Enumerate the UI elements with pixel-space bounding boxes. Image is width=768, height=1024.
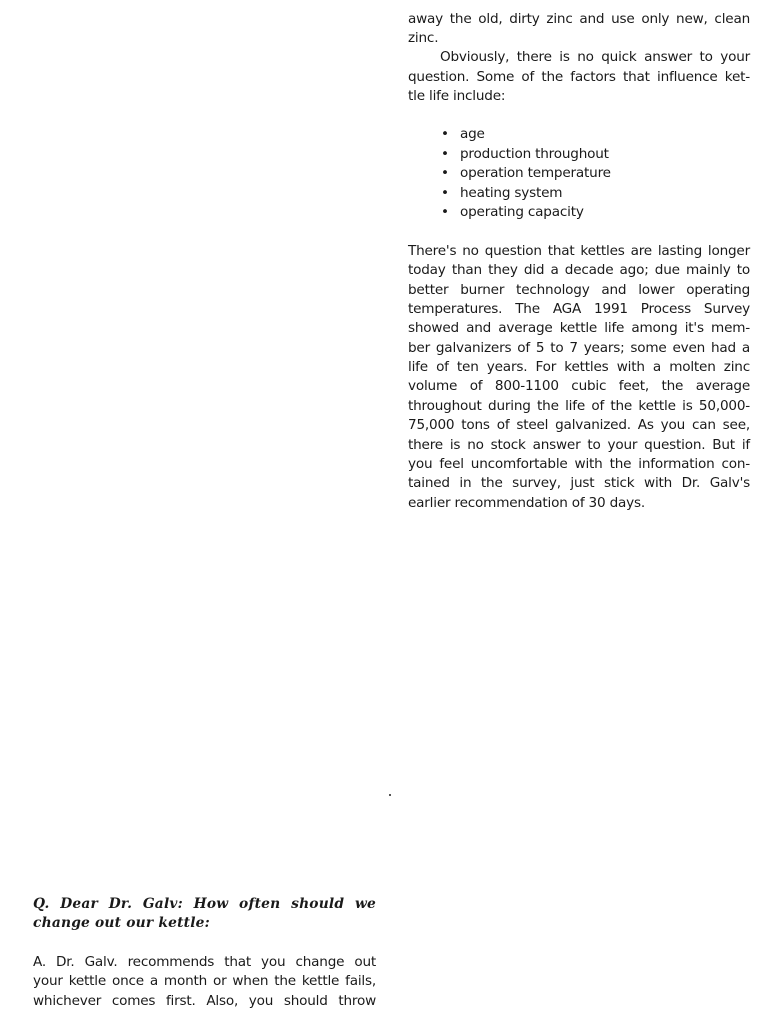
list-item-text: heating system xyxy=(460,185,563,201)
text-line: today than they did a decade ago; due mainly to xyxy=(408,262,750,279)
text-line: showed and average kettle life among it's mem- xyxy=(408,320,750,337)
text-line: tained in the survey, just stick with Dr. Galv's xyxy=(408,475,750,492)
answer-line: whichever comes first. Also, you should throw xyxy=(33,993,376,1009)
list-item-text: age xyxy=(460,126,485,142)
text-line: 75,000 tons of steel galvanized. As you can see, xyxy=(408,417,750,434)
text-line: volume of 800-1100 cubic feet, the average xyxy=(408,378,750,395)
text-line: throughout during the life of the kettle is 50,000- xyxy=(408,397,750,414)
answer-line: A. Dr. Galv. recommends that you change out xyxy=(33,954,376,970)
text-line: question. Some of the factors that influence ket- xyxy=(408,69,750,85)
list-item-text: production throughout xyxy=(460,146,609,162)
text-line: you feel uncomfortable with the information con- xyxy=(408,455,750,472)
text-line: better burner technology and lower operating xyxy=(408,281,750,298)
text-line: ber galvanizers of 5 to 7 years; some even had a xyxy=(408,339,750,356)
list-item: • production throughout xyxy=(441,146,609,162)
list-item: • operation temperature xyxy=(441,165,611,181)
list-item-text: operation temperature xyxy=(460,165,611,181)
text-line: There's no question that kettles are lasting longer xyxy=(408,243,750,259)
text-line: Obviously, there is no quick answer to your xyxy=(440,49,750,65)
text-line: temperatures. The AGA 1991 Process Survey xyxy=(408,301,750,318)
list-item-text: operating capacity xyxy=(460,204,584,220)
text-line: earlier recommendation of 30 days. xyxy=(408,494,645,511)
list-item: • operating capacity xyxy=(441,204,584,220)
scan-speck xyxy=(389,794,391,796)
list-item: • age xyxy=(441,126,485,142)
text-line: there is no stock answer to your question. But if xyxy=(408,436,750,453)
text-line: away the old, dirty zinc and use only new, clean xyxy=(408,11,750,27)
text-line: life of ten years. For kettles with a molten zinc xyxy=(408,359,750,376)
answer-line: your kettle once a month or when the kettle fails, xyxy=(33,973,376,989)
list-item: • heating system xyxy=(441,185,563,201)
text-line: zinc. xyxy=(408,30,439,46)
text-line: tle life include: xyxy=(408,88,506,104)
question-line: change out our kettle: xyxy=(33,915,210,931)
question-line: Q. Dear Dr. Galv: How often should we xyxy=(33,896,376,912)
